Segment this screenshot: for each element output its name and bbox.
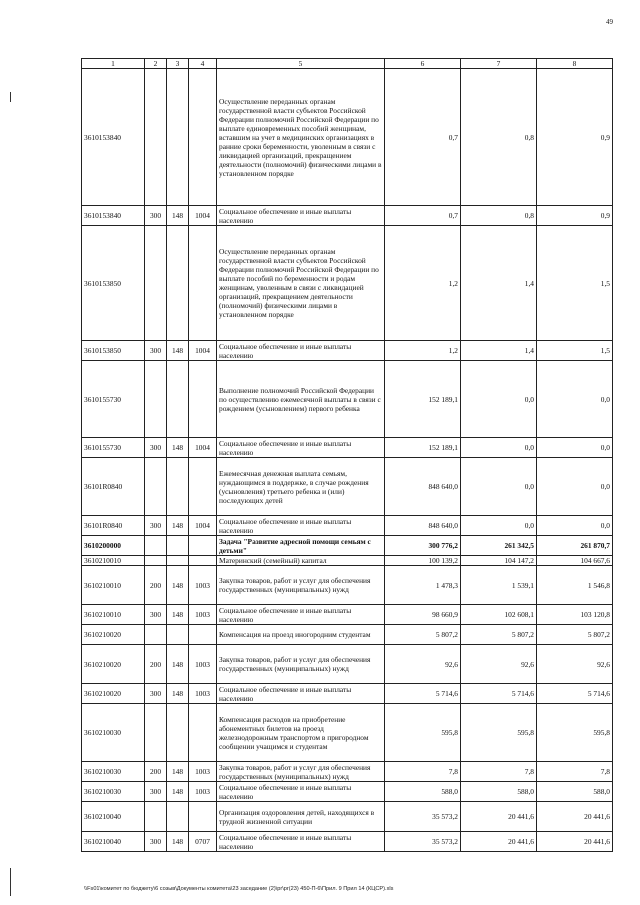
row-value-col8: 0,9 (537, 69, 613, 206)
row-description: Задача "Развитие адресной помощи семьям с детьми" (217, 536, 385, 556)
row-code: 36101R0840 (82, 458, 145, 516)
row-col2: 300 (145, 341, 167, 361)
row-value-col8: 0,0 (537, 361, 613, 438)
row-value-col8: 0,0 (537, 516, 613, 536)
row-col2: 200 (145, 566, 167, 605)
row-code: 3610210010 (82, 605, 145, 625)
row-col4 (189, 802, 217, 832)
row-value-col8: 20 441,6 (537, 802, 613, 832)
table-row (82, 605, 613, 625)
table-row (82, 645, 613, 684)
row-value-col8: 20 441,6 (537, 832, 613, 852)
row-col3 (167, 458, 189, 516)
row-code: 3610210030 (82, 704, 145, 762)
row-value-col7: 20 441,6 (461, 802, 537, 832)
table-row (82, 802, 613, 832)
row-description: Компенсация расходов на приобретение абонементных билетов на проезд железнодорожным транспортом в пригородном сообщении учащимся и студентам (217, 704, 385, 762)
row-value-col8: 92,6 (537, 645, 613, 684)
row-description: Социальное обеспечение и иные выплаты населению (217, 684, 385, 704)
row-value-col7: 5 807,2 (461, 625, 537, 645)
row-value-col7: 588,0 (461, 782, 537, 802)
table-row (82, 206, 613, 226)
row-value-col6: 152 189,1 (385, 361, 461, 438)
row-col2 (145, 802, 167, 832)
row-value-col7: 104 147,2 (461, 556, 537, 566)
row-description: Социальное обеспечение и иные выплаты населению (217, 782, 385, 802)
row-description: Социальное обеспечение и иные выплаты населению (217, 516, 385, 536)
page-number: 49 (606, 18, 613, 26)
row-col4 (189, 458, 217, 516)
row-description: Осуществление переданных органам государственной власти субъектов Российской Федерации полномочий Российской Федерации по выплате единовременных пособий женщинам, вставшим на учет в медицинских организациях в ранние сроки беременности, уволенным в связи с ликвидацией организаций, прекращением деятельности (полномочий) физическими лицами в установленном порядке (217, 69, 385, 206)
row-col3: 148 (167, 832, 189, 852)
row-col2: 300 (145, 605, 167, 625)
row-col2: 300 (145, 782, 167, 802)
table-row (82, 704, 613, 762)
table-row (82, 226, 613, 341)
row-description: Социальное обеспечение и иные выплаты населению (217, 605, 385, 625)
row-value-col6: 595,8 (385, 704, 461, 762)
row-col3: 148 (167, 684, 189, 704)
row-col2: 300 (145, 832, 167, 852)
row-value-col6: 0,7 (385, 69, 461, 206)
header-cell: 7 (461, 59, 537, 69)
row-col3 (167, 226, 189, 341)
row-value-col8: 7,8 (537, 762, 613, 782)
row-col4 (189, 69, 217, 206)
row-value-col7: 595,8 (461, 704, 537, 762)
row-value-col6: 92,6 (385, 645, 461, 684)
row-description: Закупка товаров, работ и услуг для обеспечения государственных (муниципальных) нужд (217, 762, 385, 782)
row-value-col6: 1 478,3 (385, 566, 461, 605)
row-col2: 200 (145, 762, 167, 782)
table-row (82, 566, 613, 605)
header-cell: 4 (189, 59, 217, 69)
row-value-col7: 20 441,6 (461, 832, 537, 852)
row-value-col6: 7,8 (385, 762, 461, 782)
row-col3: 148 (167, 782, 189, 802)
row-value-col7: 1 539,1 (461, 566, 537, 605)
header-cell: 5 (217, 59, 385, 69)
margin-mark (10, 92, 11, 102)
table-row (82, 684, 613, 704)
row-value-col6: 848 640,0 (385, 516, 461, 536)
row-value-col8: 0,9 (537, 206, 613, 226)
row-col4 (189, 704, 217, 762)
row-col2 (145, 536, 167, 556)
row-code: 3610153850 (82, 341, 145, 361)
row-value-col6: 35 573,2 (385, 832, 461, 852)
row-value-col8: 103 120,8 (537, 605, 613, 625)
row-value-col7: 1,4 (461, 226, 537, 341)
row-value-col7: 261 342,5 (461, 536, 537, 556)
row-col4: 1004 (189, 516, 217, 536)
header-row (82, 59, 613, 69)
row-description: Организация оздоровления детей, находящихся в трудной жизненной ситуации (217, 802, 385, 832)
row-col2 (145, 361, 167, 438)
row-col2 (145, 226, 167, 341)
row-value-col8: 595,8 (537, 704, 613, 762)
row-value-col6: 588,0 (385, 782, 461, 802)
row-description: Выполнение полномочий Российской Федерации по осуществлению ежемесячной выплаты в связи с рождением (усыновлением) первого ребенка (217, 361, 385, 438)
row-value-col6: 152 189,1 (385, 438, 461, 458)
header-cell: 8 (537, 59, 613, 69)
header-cell: 6 (385, 59, 461, 69)
row-col3: 148 (167, 438, 189, 458)
row-value-col8: 5 807,2 (537, 625, 613, 645)
row-col2 (145, 69, 167, 206)
row-code: 36101R0840 (82, 516, 145, 536)
row-code: 3610210040 (82, 802, 145, 832)
row-value-col7: 0,0 (461, 438, 537, 458)
row-description: Закупка товаров, работ и услуг для обеспечения государственных (муниципальных) нужд (217, 645, 385, 684)
row-col3: 148 (167, 516, 189, 536)
row-description: Социальное обеспечение и иные выплаты населению (217, 341, 385, 361)
row-col3: 148 (167, 206, 189, 226)
row-value-col7: 1,4 (461, 341, 537, 361)
table-row (82, 458, 613, 516)
row-value-col8: 5 714,6 (537, 684, 613, 704)
table-row (82, 69, 613, 206)
row-col3 (167, 802, 189, 832)
table-row (82, 556, 613, 566)
row-col4 (189, 625, 217, 645)
row-col4: 1003 (189, 645, 217, 684)
row-code: 3610210020 (82, 625, 145, 645)
row-col3: 148 (167, 566, 189, 605)
row-value-col6: 1,2 (385, 341, 461, 361)
row-col3: 148 (167, 645, 189, 684)
row-value-col6: 1,2 (385, 226, 461, 341)
row-value-col8: 104 667,6 (537, 556, 613, 566)
row-col4 (189, 556, 217, 566)
row-code: 3610155730 (82, 361, 145, 438)
row-col4: 1003 (189, 684, 217, 704)
header-cell: 2 (145, 59, 167, 69)
table-row (82, 536, 613, 556)
row-value-col8: 1,5 (537, 226, 613, 341)
row-description: Материнский (семейный) капитал (217, 556, 385, 566)
row-col2: 300 (145, 684, 167, 704)
table-row (82, 832, 613, 852)
row-col4 (189, 361, 217, 438)
row-value-col7: 0,0 (461, 361, 537, 438)
row-value-col6: 98 660,9 (385, 605, 461, 625)
header-cell: 1 (82, 59, 145, 69)
table-row (82, 625, 613, 645)
row-col4: 1004 (189, 438, 217, 458)
row-value-col7: 92,6 (461, 645, 537, 684)
row-value-col6: 5 807,2 (385, 625, 461, 645)
row-value-col7: 0,8 (461, 69, 537, 206)
row-value-col7: 0,0 (461, 516, 537, 536)
row-code: 3610153840 (82, 206, 145, 226)
row-description: Социальное обеспечение и иные выплаты населению (217, 438, 385, 458)
row-col2 (145, 458, 167, 516)
row-description: Социальное обеспечение и иные выплаты населению (217, 206, 385, 226)
row-col4: 1003 (189, 762, 217, 782)
row-code: 3610200000 (82, 536, 145, 556)
row-code: 3610155730 (82, 438, 145, 458)
row-value-col7: 102 608,1 (461, 605, 537, 625)
row-value-col6: 35 573,2 (385, 802, 461, 832)
table-row (82, 341, 613, 361)
row-value-col6: 848 640,0 (385, 458, 461, 516)
row-col2: 300 (145, 516, 167, 536)
row-value-col7: 7,8 (461, 762, 537, 782)
row-value-col6: 100 139,2 (385, 556, 461, 566)
row-value-col7: 5 714,6 (461, 684, 537, 704)
row-col4 (189, 226, 217, 341)
row-code: 3610210040 (82, 832, 145, 852)
row-code: 3610210020 (82, 684, 145, 704)
table-row (82, 516, 613, 536)
row-value-col8: 261 870,7 (537, 536, 613, 556)
row-code: 3610210020 (82, 645, 145, 684)
row-col4: 1004 (189, 206, 217, 226)
row-col2 (145, 704, 167, 762)
row-description: Социальное обеспечение и иные выплаты населению (217, 832, 385, 852)
row-col3: 148 (167, 605, 189, 625)
row-col2 (145, 625, 167, 645)
row-description: Осуществление переданных органам государственной власти субъектов Российской Федерации полномочий Российской Федерации по выплате пособий по беременности и родам женщинам, уволенным в связи с ликвидацией организаций, прекращением деятельности (полномочий) физическими лицами в установленном порядке (217, 226, 385, 341)
row-description: Компенсация на проезд иногородним студентам (217, 625, 385, 645)
row-col3 (167, 69, 189, 206)
table-row (82, 361, 613, 438)
row-col3 (167, 556, 189, 566)
row-value-col7: 0,8 (461, 206, 537, 226)
row-value-col8: 1 546,8 (537, 566, 613, 605)
row-col2: 300 (145, 206, 167, 226)
row-col3 (167, 361, 189, 438)
margin-mark-bottom (10, 868, 11, 896)
row-col4: 0707 (189, 832, 217, 852)
row-col4 (189, 536, 217, 556)
row-col3 (167, 625, 189, 645)
row-value-col6: 300 776,2 (385, 536, 461, 556)
row-col4: 1003 (189, 782, 217, 802)
row-code: 3610210010 (82, 556, 145, 566)
row-value-col8: 0,0 (537, 458, 613, 516)
row-code: 3610210010 (82, 566, 145, 605)
header-cell: 3 (167, 59, 189, 69)
budget-table (81, 58, 613, 852)
row-value-col6: 5 714,6 (385, 684, 461, 704)
row-code: 3610153840 (82, 69, 145, 206)
table-row (82, 762, 613, 782)
row-description: Закупка товаров, работ и услуг для обеспечения государственных (муниципальных) нужд (217, 566, 385, 605)
row-col4: 1003 (189, 566, 217, 605)
table-row (82, 438, 613, 458)
row-col2: 200 (145, 645, 167, 684)
row-col4: 1004 (189, 341, 217, 361)
row-code: 3610210030 (82, 762, 145, 782)
row-col3: 148 (167, 762, 189, 782)
row-col3: 148 (167, 341, 189, 361)
row-code: 3610210030 (82, 782, 145, 802)
row-col4: 1003 (189, 605, 217, 625)
table-row (82, 782, 613, 802)
row-value-col7: 0,0 (461, 458, 537, 516)
row-value-col8: 0,0 (537, 438, 613, 458)
row-description: Ежемесячная денежная выплата семьям, нуждающимся в поддержке, в случае рождения (усыновления) третьего ребенка и (или) последующих детей (217, 458, 385, 516)
row-col3 (167, 704, 189, 762)
row-value-col8: 588,0 (537, 782, 613, 802)
row-col3 (167, 536, 189, 556)
row-col2: 300 (145, 438, 167, 458)
row-col2 (145, 556, 167, 566)
row-code: 3610153850 (82, 226, 145, 341)
row-value-col8: 1,5 (537, 341, 613, 361)
row-value-col6: 0,7 (385, 206, 461, 226)
file-path-footer: \\Fs01\комитет по бюджету\6 созыв\Документы комитета\23 заседание (2)\pr\pr(23) 450-П-6\Прил. 9 Прил 14 (КЦСР).xls (84, 886, 394, 892)
